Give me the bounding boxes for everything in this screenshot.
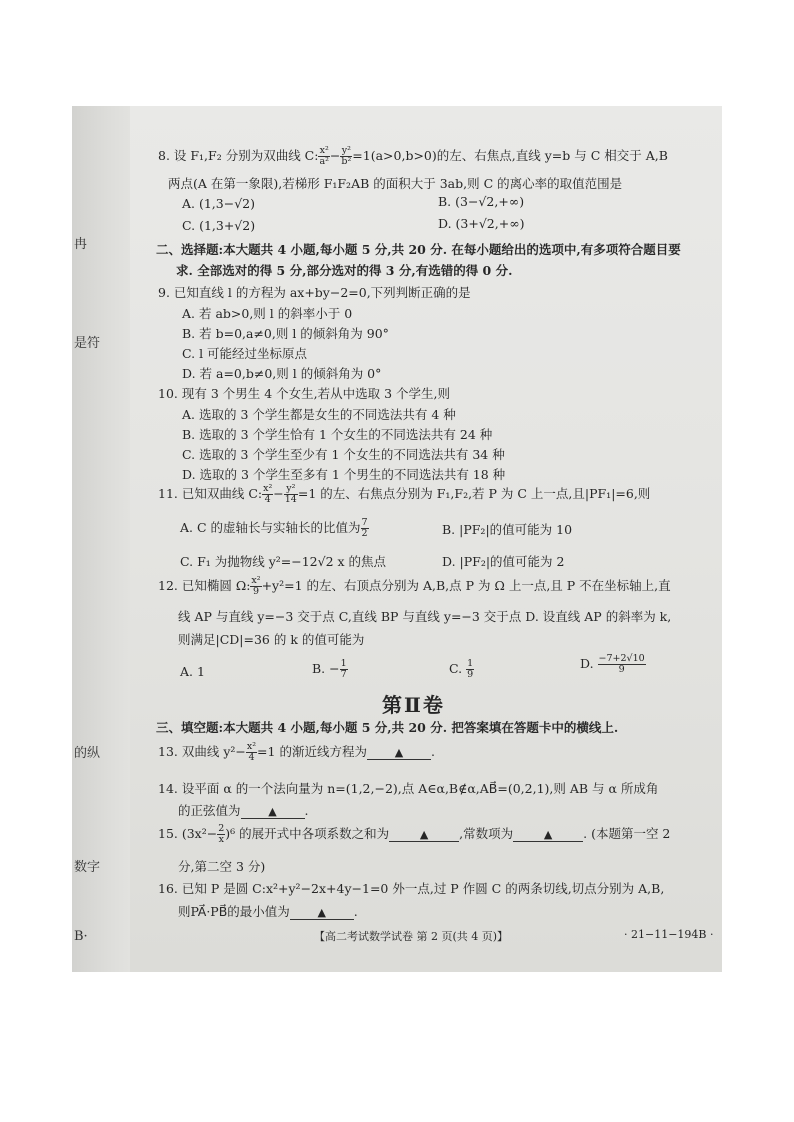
- q16-line1: 16. 已知 P 是圆 C:x²+y²−2x+4y−1=0 外一点,过 P 作圆 C 的两条切线,切点分别为 A,B,: [158, 881, 665, 896]
- q8-frac2: $\frac{\text{y²}}{\text{b²}}$: [341, 145, 352, 167]
- q16-line2: 则PA⃗·PB⃗的最小值为 ▲ .: [178, 904, 358, 919]
- triangle-icon: ▲: [394, 746, 404, 759]
- q9-option-d: D. 若 a=0,b≠0,则 l 的倾斜角为 0°: [182, 366, 382, 381]
- q12-option-d: D. $\frac{-7+2√10}{9}$: [580, 653, 645, 675]
- q13-line: 13. 双曲线 y²− $\frac{\text{x²}}{4}$ =1 的渐近线方程为 ▲ .: [158, 741, 435, 763]
- q11-option-c: C. F₁ 为抛物线 y²=−12√2 x 的焦点: [180, 554, 387, 569]
- triangle-icon: ▲: [317, 906, 327, 919]
- q12-option-b: B. − $\frac{1}{7}$: [312, 658, 347, 680]
- edge-text-5: B·: [74, 929, 88, 944]
- q9-option-c: C. l 可能经过坐标原点: [182, 346, 308, 361]
- q11-frac2: $\frac{\text{y²}}{14}$: [284, 483, 297, 505]
- q16-answer-blank: [290, 904, 354, 920]
- q8-option-d: D. (3+√2,+∞): [438, 216, 525, 231]
- q8-line2: 两点(A 在第一象限),若梯形 F₁F₂AB 的面积大于 3ab,则 C 的离心率的取值范围是: [168, 176, 623, 191]
- q12-option-a: A. 1: [180, 664, 205, 679]
- exam-content: [72, 106, 722, 972]
- q12-line3: 则满足|CD|=36 的 k 的值可能为: [178, 632, 365, 647]
- q11-stem: 11. 已知双曲线 C: $\frac{\text{x²}}{4}$ − $\frac{\text{y²}}{14}$ =1 的左、右焦点分别为 F₁,F₂,若 P 为 C 上一点,且|PF₁|=6,则: [158, 483, 651, 505]
- edge-text-3: 的纵: [74, 746, 101, 761]
- q15-answer-blank-2: [513, 826, 583, 842]
- q14-line1: 14. 设平面 α 的一个法向量为 n=(1,2,−2),点 A∈α,B∉α,AB⃗=(0,2,1),则 AB 与 α 所成角: [158, 781, 659, 796]
- q8-option-b: B. (3−√2,+∞): [438, 194, 525, 209]
- edge-text-2: 是符: [74, 336, 101, 351]
- q13-answer-blank: [367, 744, 431, 760]
- edge-text-4: 数字: [74, 860, 101, 875]
- q8-option-a: A. (1,3−√2): [182, 196, 255, 211]
- q10-option-a: A. 选取的 3 个学生都是女生的不同选法共有 4 种: [182, 407, 456, 422]
- q14-line2: 的正弦值为 ▲ .: [178, 803, 309, 818]
- q15-line2: 分,第二空 3 分): [178, 859, 266, 874]
- q9-option-b: B. 若 b=0,a≠0,则 l 的倾斜角为 90°: [182, 326, 389, 341]
- section2-heading-line2: 求. 全部选对的得 5 分,部分选对的得 3 分,有选错的得 0 分.: [176, 263, 513, 278]
- q8-line1: 8. 设 F₁,F₂ 分别为双曲线 C: $\frac{\text{x²}}{\text{a²}}$ − $\frac{\text{y²}}{\text{b²}}$ =1(a>0,b>0)的左、右焦点,直线 y=b 与 C 相交于 A,B: [158, 145, 668, 167]
- photo-page: [72, 106, 722, 972]
- q12-frac: $\frac{\text{x²}}{9}$: [251, 575, 261, 597]
- q11-option-a: A. C 的虚轴长与实轴长的比值为 $\frac{7}{2}$: [180, 517, 368, 539]
- section3-heading: 三、填空题:本大题共 4 小题,每小题 5 分,共 20 分. 把答案填在答题卡中的横线上.: [156, 720, 619, 735]
- q11-option-b: B. |PF₂|的值可能为 10: [442, 522, 573, 537]
- q12-line2: 线 AP 与直线 y=−3 交于点 C,直线 BP 与直线 y=−3 交于点 D. 设直线 AP 的斜率为 k,: [178, 609, 672, 624]
- triangle-icon: ▲: [543, 828, 553, 841]
- q15-line1: 15. (3x²− $\frac{2}{x}$ )⁶ 的展开式中各项系数之和为 ▲ ,常数项为 ▲ . (本题第一空 2: [158, 823, 671, 845]
- q10-option-b: B. 选取的 3 个学生恰有 1 个女生的不同选法共有 24 种: [182, 427, 493, 442]
- triangle-icon: ▲: [268, 805, 277, 818]
- q8-option-c: C. (1,3+√2): [182, 218, 256, 233]
- q14-answer-blank: [241, 803, 305, 819]
- q8-frac1: $\frac{\text{x²}}{\text{a²}}$: [319, 145, 329, 167]
- q9-option-a: A. 若 ab>0,则 l 的斜率小于 0: [182, 306, 353, 321]
- q10-option-d: D. 选取的 3 个学生至多有 1 个男生的不同选法共有 18 种: [182, 467, 506, 482]
- footer-code: · 21−11−194B ·: [624, 928, 714, 941]
- triangle-icon: ▲: [419, 828, 429, 841]
- q10-stem: 10. 现有 3 个男生 4 个女生,若从中选取 3 个学生,则: [158, 386, 450, 401]
- edge-text-1: 冉: [74, 237, 88, 252]
- q12-line1: 12. 已知椭圆 Ω: $\frac{\text{x²}}{9}$ +y²=1 的左、右顶点分别为 A,B,点 P 为 Ω 上一点,且 P 不在坐标轴上,直: [158, 575, 671, 597]
- q11-option-d: D. |PF₂|的值可能为 2: [442, 554, 565, 569]
- q12-option-c: C. $\frac{1}{9}$: [449, 658, 474, 680]
- q11-frac1: $\frac{\text{x²}}{4}$: [263, 483, 273, 505]
- q10-option-c: C. 选取的 3 个学生至少有 1 个女生的不同选法共有 34 种: [182, 447, 505, 462]
- volume-title: 第Ⅱ卷: [382, 693, 445, 717]
- q9-stem: 9. 已知直线 l 的方程为 ax+by−2=0,下列判断正确的是: [158, 285, 471, 300]
- footer-page-info: 【高二考试数学试卷 第 2 页(共 4 页)】: [314, 930, 509, 943]
- section2-heading-line1: 二、选择题:本大题共 4 小题,每小题 5 分,共 20 分. 在每小题给出的选项中,有多项符合题目要: [156, 242, 681, 257]
- q15-answer-blank-1: [389, 826, 459, 842]
